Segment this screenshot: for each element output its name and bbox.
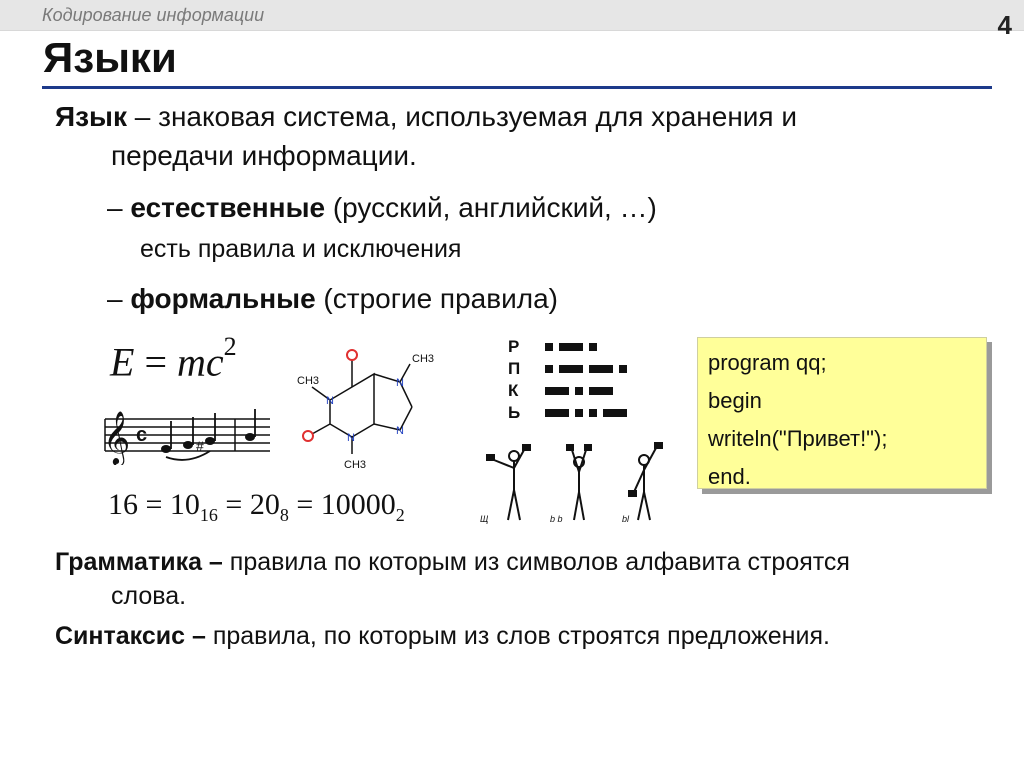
treble-clef-icon: 𝄞 [103,411,131,463]
formal-note: (строгие правила) [315,283,558,314]
morse-symbols [545,343,627,417]
molecule-diagram [292,342,442,472]
methyl-label-3: CH3 [344,459,367,471]
morse-letter-k: К [508,381,519,400]
language-definition [55,99,797,135]
nitrogen-label-2: N [347,432,355,444]
header-bar [0,0,1024,40]
natural-languages [107,190,657,226]
music-staff [100,405,275,465]
num-16: 16 [108,488,138,521]
code-line-4: end. [708,464,751,489]
base-2: 2 [395,505,405,525]
formal-languages [107,281,558,317]
page-number: 4 [997,10,1012,40]
code-sample-box [697,337,987,489]
language-term: Язык [55,101,127,132]
grammar-definition [55,546,850,578]
language-definition-text: – знаковая система, используемая для хранения и [126,101,797,132]
natural-note: есть правила и исключения [140,235,462,263]
nitrogen-label-4: N [396,425,404,437]
morse-letter-r: Р [508,337,520,356]
formal-dash: – [107,283,131,314]
code-line-3: writeln("Привет!"); [708,426,888,451]
topic-label: Кодирование информации [42,5,265,25]
methyl-label-2: CH3 [412,353,435,365]
num-10: 10 [169,488,200,521]
base-8: 8 [279,505,289,525]
syntax-text: правила, по которым из слов строятся предложения. [205,622,830,650]
time-signature: c [136,424,148,446]
page-title: Языки [43,34,177,81]
syntax-definition [55,620,830,652]
num-10000: 10000 [320,488,396,521]
grammar-text: правила по которым из символов алфавита строятся [222,548,850,576]
formula-exponent: 2 [223,332,237,361]
semaphore-label-3: bl [622,514,630,524]
morse-code [505,336,645,426]
title-divider [42,86,992,89]
code-line-2: begin [708,388,762,413]
num-20: 20 [249,488,280,521]
einstein-formula [110,332,237,385]
svg-text:#: # [196,438,204,454]
semaphore-label-1: Щ [480,514,489,524]
grammar-definition-cont: слова. [111,582,187,610]
natural-dash: – [107,192,131,223]
morse-letter-soft: Ь [508,403,521,422]
formal-term: формальные [130,283,316,314]
semaphore-figures [476,440,676,525]
syntax-term: Синтаксис – [55,622,206,650]
base-16: 16 [199,505,218,525]
morse-letter-p: П [508,359,521,378]
code-line-1: program qq; [708,350,827,375]
nitrogen-label-3: N [396,377,404,389]
formula-e: E [110,339,135,385]
language-definition-cont: передачи информации. [111,140,417,171]
natural-examples: (русский, английский, …) [325,192,657,223]
formula-equals: = [134,339,177,385]
formula-mc: mc [177,339,224,385]
natural-term: естественные [130,192,326,223]
nitrogen-label-1: N [326,395,334,407]
number-systems: $16 = 10_{16} = 20_8 = 10000_2$ [108,488,405,525]
methyl-label-1: CH3 [297,375,320,387]
grammar-term: Грамматика – [55,548,223,576]
semaphore-label-2: b b [550,514,563,524]
